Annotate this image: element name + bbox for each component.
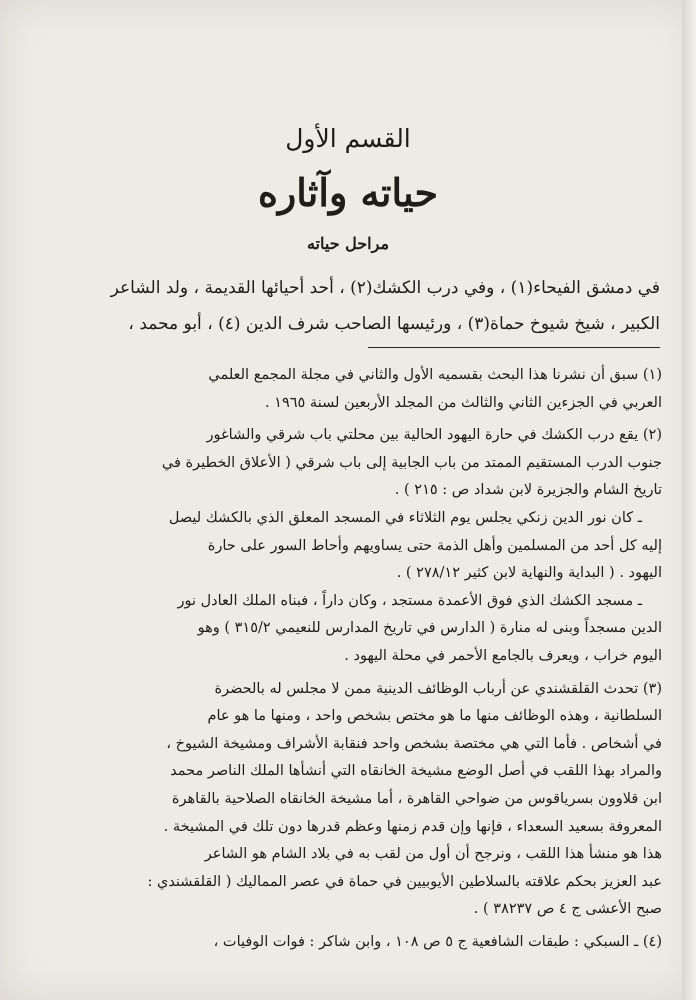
footnote-2-line: اليهود . ( البداية والنهاية لابن كثير ٢٧٨/١٢ ) .	[396, 565, 662, 582]
footnote-2-line: إليه كل أحد من المسلمين وأهل الذمة حتى يساويهم وأحاط السور على حارة	[207, 537, 662, 554]
footnote-3-line: هذا هو منشأ هذا اللقب ، ونرجح أن أول من لقب به في بلاد الشام هو الشاعر	[204, 846, 662, 863]
body-line: في دمشق الفيحاء(١) ، وفي درب الكشك(٢) ، أحد أحيائها القديمة ، ولد الشاعر	[110, 278, 660, 298]
footnote-2-line: الدين مسجداً وبنى له منارة ( الدارس في تاريخ المدارس للنعيمي ٣١٥/٢ ) وهو	[197, 620, 662, 637]
footnote-3-line: (٣) تحدث القلقشندي عن أرباب الوظائف الدينية ممن لا مجلس له بالحضرة	[214, 680, 662, 697]
body-line: الكبير ، شيخ شيوخ حماة(٣) ، ورئيسها الصاحب شرف الدين (٤) ، أبو محمد ،	[128, 314, 660, 334]
footnote-separator	[368, 347, 660, 348]
footnote-2-line: اليوم خراب ، ويعرف بالجامع الأحمر في محلة اليهود .	[344, 647, 662, 664]
section-title: القسم الأول	[285, 124, 411, 153]
footnote-3-line: عبد العزيز بحكم علاقته بالسلاطين الأيوبيين في حماة في عصر المماليك ( القلقشندي :	[147, 873, 662, 890]
footnote-2-line: (٢) يقع درب الكشك في حارة اليهود الحالية بين محلتي باب شرقي والشاغور	[206, 427, 662, 444]
footnotes	[66, 362, 662, 956]
footnote-3-line: في أشخاص . فأما التي هي مختصة بشخص واحد فنقابة الأشراف ومشيخة الشيوخ ،	[166, 735, 662, 752]
footnote-2-line: ـ كان نور الدين زنكي يجلس يوم الثلاثاء في المسجد المعلق الذي بالكشك ليصل	[168, 509, 642, 526]
footnote-2-line: جنوب الدرب المستقيم الممتد من باب الجابية إلى باب شرقي ( الأعلاق الخطيرة في	[161, 454, 662, 471]
body-paragraph	[68, 270, 660, 342]
subheading: مراحل حياته	[306, 234, 390, 253]
footnote-2-line: تاريخ الشام والجزيرة لابن شداد ص : ٢١٥ ) .	[394, 482, 662, 499]
footnote-3-line: والمراد بهذا اللقب في أصل الوضع مشيخة الخانقاه التي أنشأها الملك الناصر محمد	[170, 763, 662, 780]
footnote-4-line: (٤) ـ السبكي : طبقات الشافعية ج ٥ ص ١٠٨ ، وابن شاكر : فوات الوفيات ،	[213, 933, 662, 950]
footnote-1-line: العربي في الجزءين الثاني والثالث من المجلد الأربعين لسنة ١٩٦٥ .	[264, 394, 662, 411]
footnote-3-line: المعروفة بسعيد السعداء ، فإنها وإن قدم زمنها وعظم قدرها دون تلك في المشيخة .	[163, 818, 662, 835]
footnote-1-line: (١) سبق أن نشرنا هذا البحث بقسميه الأول والثاني في مجلة المجمع العلمي	[208, 367, 662, 383]
footnote-3-line: صبح الأعشى ج ٤ ص ٣٨٢٣٧ ) .	[473, 901, 662, 918]
chapter-title: حياته وآثاره	[257, 170, 439, 215]
footnote-3-line: ابن قلاوون بسرياقوس من ضواحي القاهرة ، أما مشيخة الخانقاه الصلاحية بالقاهرة	[171, 790, 662, 807]
footnote-3-line: السلطانية ، وهذه الوظائف منها ما هو مختص بشخص واحد ، ومنها ما هو عام	[207, 708, 662, 725]
footnote-2-line: ـ مسجد الكشك الذي فوق الأعمدة مستجد ، وكان داراً ، فبناه الملك العادل نور	[177, 592, 642, 609]
